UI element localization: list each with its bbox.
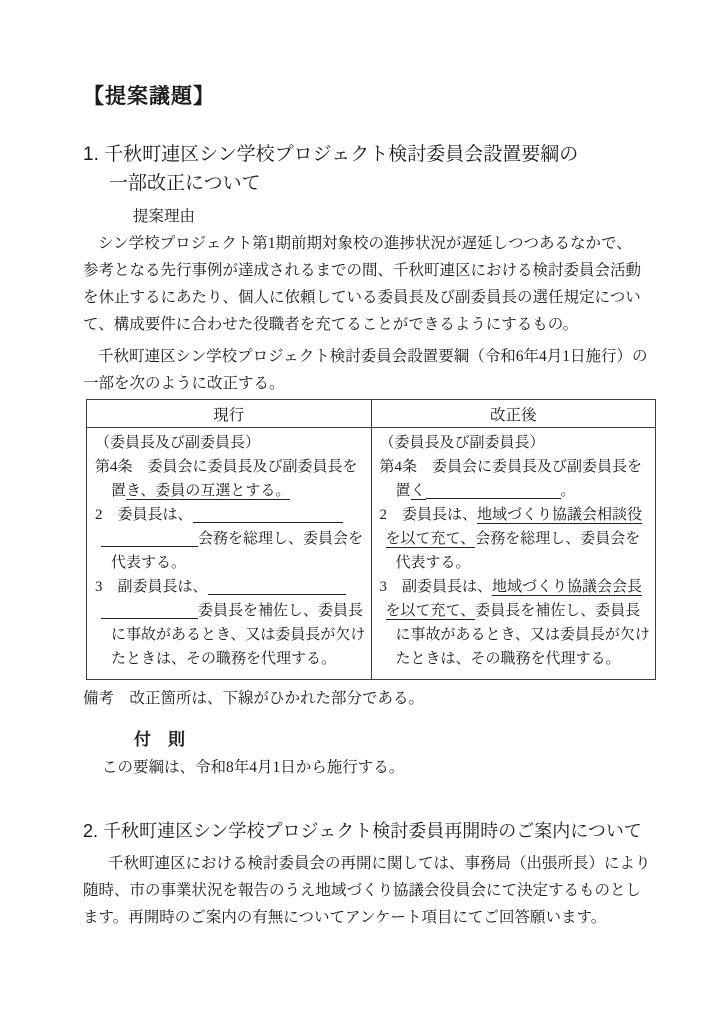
underlined-text: 地域づくり協議会会長 [492,579,643,595]
text-segment: たときは、その職務を代理する。 [111,651,337,667]
table-cell-line [95,455,363,479]
table-header-row [87,400,656,428]
text-segment: 置 [395,483,411,499]
text-segment: （委員長及び副委員長） [95,435,261,451]
section2-line: ます。再開時のご案内の有無についてアンケート項目にてご回答願います。 [83,909,607,926]
text-segment: 代表する。 [111,555,187,571]
table-cell-line [95,599,363,623]
section2-paragraph [83,850,651,931]
table-cell-line [95,503,363,527]
section1-heading-line1: 1. 千秋町連区シン学校プロジェクト検討委員会設置要綱の [83,144,579,165]
table-cell-line [380,527,648,551]
underlined-text: く [410,483,426,499]
table-cell-line [380,503,648,527]
section-1 [83,140,650,781]
reason-line: シン学校プロジェクト第1期前期対象校の進捗状況が遅延しつつあるなかで、 [98,235,632,252]
blank-underline [426,483,561,499]
text-segment: 代表する。 [395,555,471,571]
underlined-text: を以て充て、 [385,603,476,619]
text-segment: 会務を総理し、委員会を [475,531,641,547]
text-segment: に事故があるとき、又は委員長が欠け [395,627,650,643]
table-cell-line [95,479,363,503]
blank-underline [193,507,343,523]
cell-revised-text [371,428,656,680]
table-cell-line [95,647,363,671]
table-cell-line [95,575,363,599]
text-segment: （委員長及び副委員長） [379,435,545,451]
table-cell-line [380,431,648,455]
column-header-revised: 改正後 [371,400,656,428]
table-cell-line [95,551,363,575]
blank-underline [101,603,198,619]
blank-underline [208,579,346,595]
page-title: 【提案議題】 [83,85,215,108]
reason-label: 提案理由 [133,208,196,225]
table-body-row [87,428,656,680]
table-cell-line [95,431,363,455]
reason-line: て、構成要件に合わせた役職者を充てることができるようにするもの。 [83,316,579,333]
table-cell-line [380,575,648,599]
text-segment: 置 [111,483,127,499]
amendment-intro-line: 千秋町連区シン学校プロジェクト検討委員会設置要綱（令和6年4月1日施行）の [98,348,648,365]
reason-paragraph [83,230,647,338]
section1-heading [83,140,647,198]
table-cell-line [380,551,648,575]
text-segment: たときは、その職務を代理する。 [395,651,621,667]
text-segment: に事故があるとき、又は委員長が欠け [111,627,366,643]
text-segment: 第4条 委員会に委員長及び副委員長を [95,459,358,475]
amendment-intro-line: 一部を次のように改正する。 [83,375,285,392]
cell-current-text [87,428,372,680]
text-segment: 委員長を補佐し、委員長 [475,603,641,619]
text-segment: 委員長を補佐し、委員長 [198,603,364,619]
text-segment: 3 副委員長は、 [95,579,208,595]
reason-line: 参考となる先行事例が達成されるまでの間、千秋町連区における検討委員会活動 [83,262,642,279]
table-cell-line [380,647,648,671]
amendment-intro-paragraph [83,343,647,397]
section2-heading: 2. 千秋町連区シン学校プロジェクト検討委員再開時のご案内について [83,821,642,841]
table-cell-line [95,527,363,551]
blank-underline [101,531,198,547]
section2-line: 随時、市の事業状況を報告のうえ地域づくり協議会役員会にて決定するものとし [83,882,642,899]
table-cell-line [380,623,648,647]
amendment-comparison-table [86,399,656,680]
text-segment: 会務を総理し、委員会を [198,531,364,547]
column-header-current: 現行 [87,400,372,428]
underlined-text: き、委員の互選とする。 [126,483,291,499]
underlined-text: 地域づくり協議会相談役 [477,507,643,523]
section2-line: 千秋町連区における検討委員会の再開に関しては、事務局（出張所長）により [108,855,651,872]
text-segment: 2 委員長は、 [379,507,478,523]
text-segment: 。 [560,483,576,499]
text-segment: 3 副委員長は、 [379,579,493,595]
table-note: 備考 改正箇所は、下線がひかれた部分である。 [83,690,425,707]
text-segment: 2 委員長は、 [95,507,193,523]
section-2 [83,817,651,931]
section1-heading-line2: 一部改正について [109,173,261,194]
reason-line: を休止するにあたり、個人に依頼している委員長及び副委員長の選任規定につい [83,289,641,306]
table-cell-line [380,599,648,623]
table-cell-line [95,623,366,647]
underlined-text: を以て充て、 [385,531,476,547]
text-segment: 第4条 委員会に委員長及び副委員長を [379,459,643,475]
supplement-body: この要綱は、令和8年4月1日から施行する。 [102,759,405,776]
table-cell-line [380,479,648,503]
supplement-heading: 付 則 [134,730,185,749]
table-cell-line [380,455,648,479]
